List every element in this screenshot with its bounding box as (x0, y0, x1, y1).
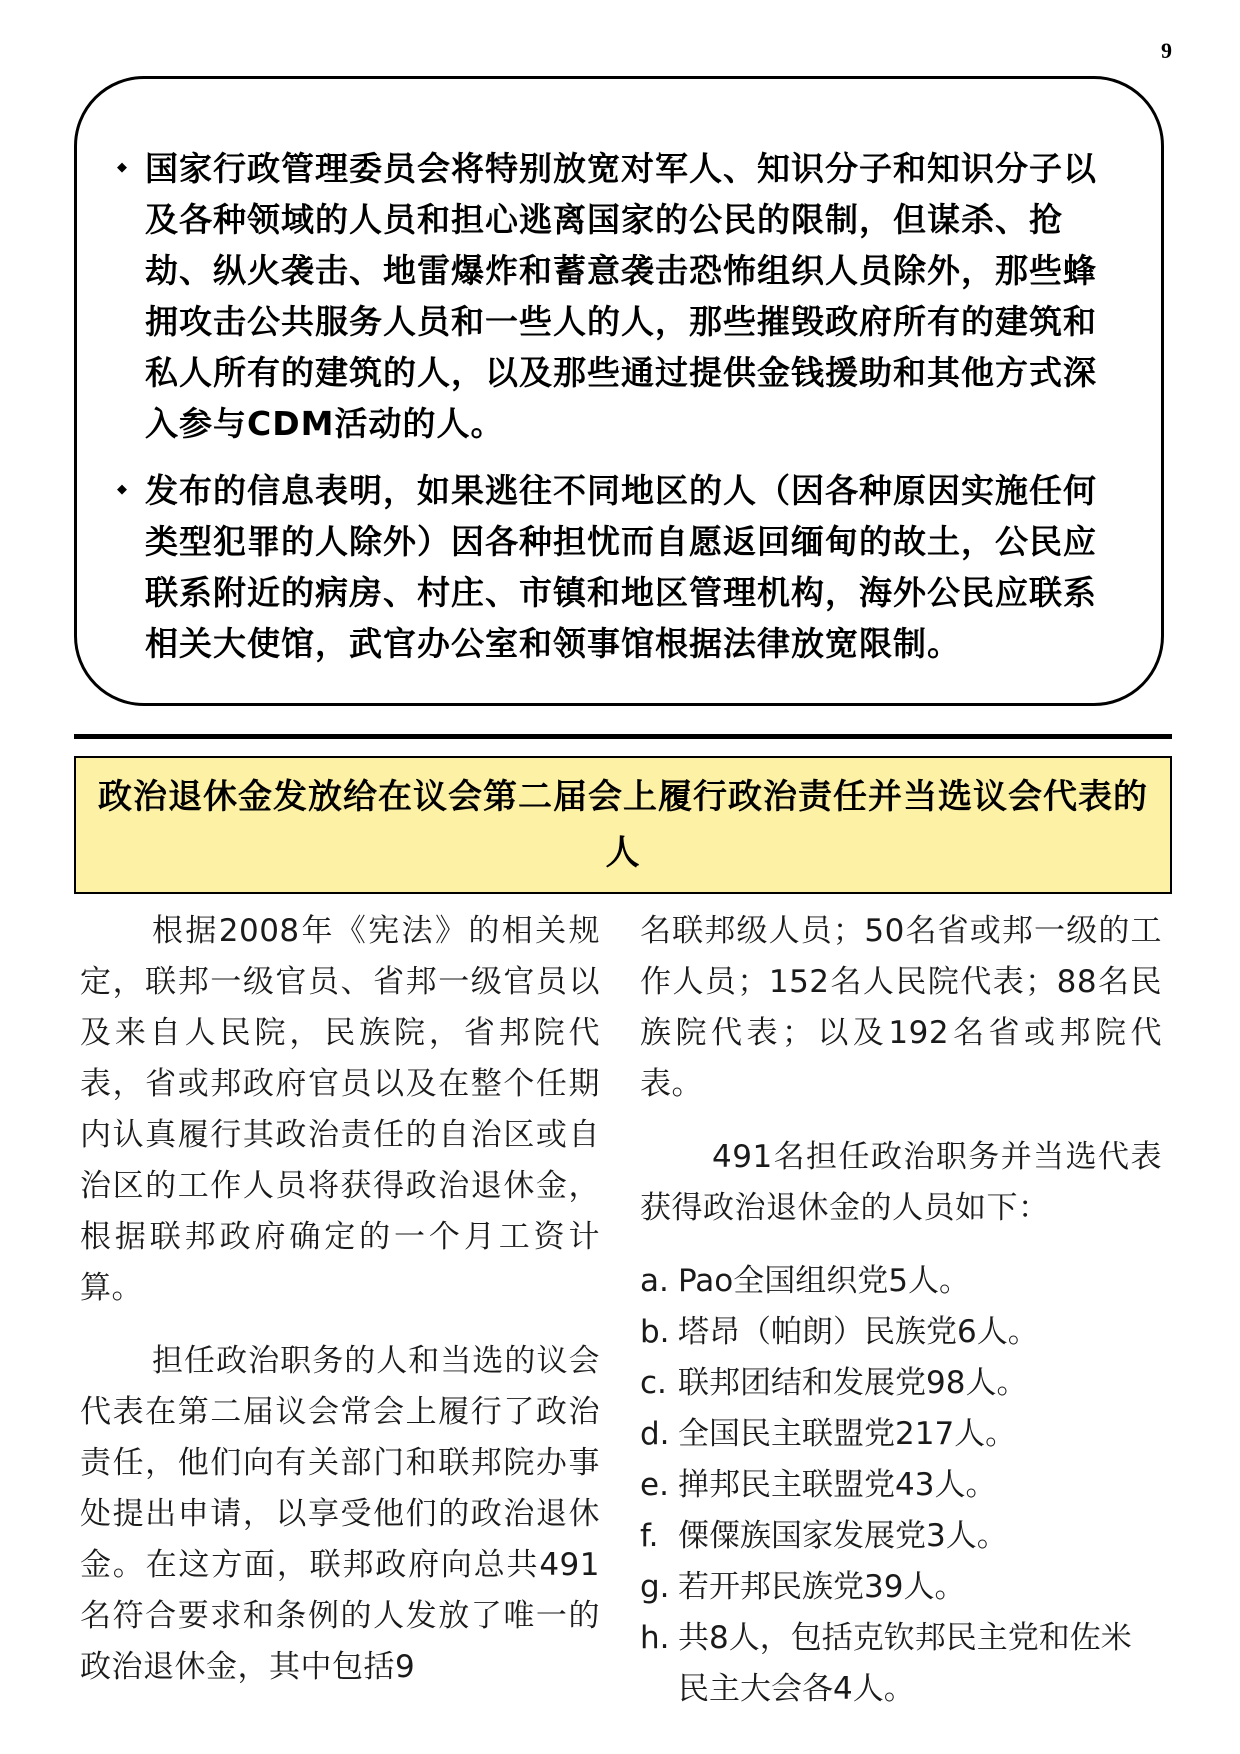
list-item-text: 共8人，包括克钦邦民主党和佐米民主大会各4人。 (678, 1620, 1132, 1707)
list-item-text: 若开邦民族党39人。 (678, 1569, 966, 1605)
notice-box (74, 76, 1164, 706)
list-marker: c. (640, 1365, 667, 1401)
list-item (640, 1613, 1162, 1715)
list-item (640, 1307, 1162, 1358)
diamond-bullet-icon: ◆ (117, 160, 127, 175)
list-marker: h. (640, 1620, 670, 1656)
notice-bullet-item (107, 465, 1111, 669)
list-item (640, 1460, 1162, 1511)
article-paragraph: 名联邦级人员；50名省或邦一级的工作人员；152名人民院代表；88名民族院代表；以及192名省或邦院代表。 (640, 913, 1162, 1102)
article-heading: 政治退休金发放给在议会第二届会上履行政治责任并当选议会代表的人 (98, 777, 1148, 873)
list-marker: e. (640, 1467, 669, 1503)
article-paragraph: 担任政治职务的人和当选的议会代表在第二届议会常会上履行了政治责任，他们向有关部门和联邦院办事处提出申请，以享受他们的政治退休金。在这方面，联邦政府向总共491名符合要求和条例的人发放了唯一的政治退休金，其中包括9 (80, 1343, 600, 1685)
article-paragraph: 根据2008年《宪法》的相关规定，联邦一级官员、省邦一级官员以及来自人民院，民族院，省邦院代表，省或邦政府官员以及在整个任期内认真履行其政治责任的自治区或自治区的工作人员将获得政治退休金，根据联邦政府确定的一个月工资计算。 (80, 913, 600, 1306)
article-heading-box (74, 756, 1172, 894)
list-item (640, 1409, 1162, 1460)
list-item-text: 联邦团结和发展党98人。 (678, 1365, 1028, 1401)
notice-bullet-text: 发布的信息表明，如果逃往不同地区的人（因各种原因实施任何类型犯罪的人除外）因各种担忧而自愿返回缅甸的故土，公民应联系附近的病房、村庄、市镇和地区管理机构，海外公民应联系相关大使馆，武官办公室和领事馆根据法律放宽限制。 (145, 471, 1097, 663)
page-number: 9 (1161, 38, 1172, 63)
list-item (640, 1562, 1162, 1613)
notice-bullet-text: 国家行政管理委员会将特别放宽对军人、知识分子和知识分子以及各种领域的人员和担心逃离国家的公民的限制，但谋杀、抢劫、纵火袭击、地雷爆炸和蓄意袭击恐怖组织人员除外，那些蜂拥攻击公共服务人员和一些人的人，那些摧毁政府所有的建筑和私人所有的建筑的人，以及那些通过提供金钱援助和其他方式深入参与CDM活动的人。 (145, 149, 1097, 443)
list-item (640, 1511, 1162, 1562)
notice-bullet-item (107, 143, 1111, 449)
diamond-bullet-icon: ◆ (117, 482, 127, 497)
list-item-text: Pao全国组织党5人。 (678, 1263, 970, 1299)
list-item-text: 塔昂（帕朗）民族党6人。 (678, 1314, 1039, 1350)
list-marker: f. (640, 1518, 659, 1554)
list-item (640, 1256, 1162, 1307)
list-item-text: 掸邦民主联盟党43人。 (678, 1467, 997, 1503)
list-marker: d. (640, 1416, 670, 1452)
article-left-column (80, 906, 600, 1715)
list-item (640, 1358, 1162, 1409)
list-item-text: 傈僳族国家发展党3人。 (678, 1518, 1008, 1554)
list-marker: g. (640, 1569, 670, 1605)
list-marker: a. (640, 1263, 669, 1299)
list-item-text: 全国民主联盟党217人。 (678, 1416, 1017, 1452)
section-divider (74, 734, 1172, 739)
article-paragraph: 491名担任政治职务并当选代表获得政治退休金的人员如下： (640, 1139, 1162, 1226)
list-marker: b. (640, 1314, 670, 1350)
party-list (640, 1256, 1162, 1715)
article-right-column (640, 906, 1162, 1715)
